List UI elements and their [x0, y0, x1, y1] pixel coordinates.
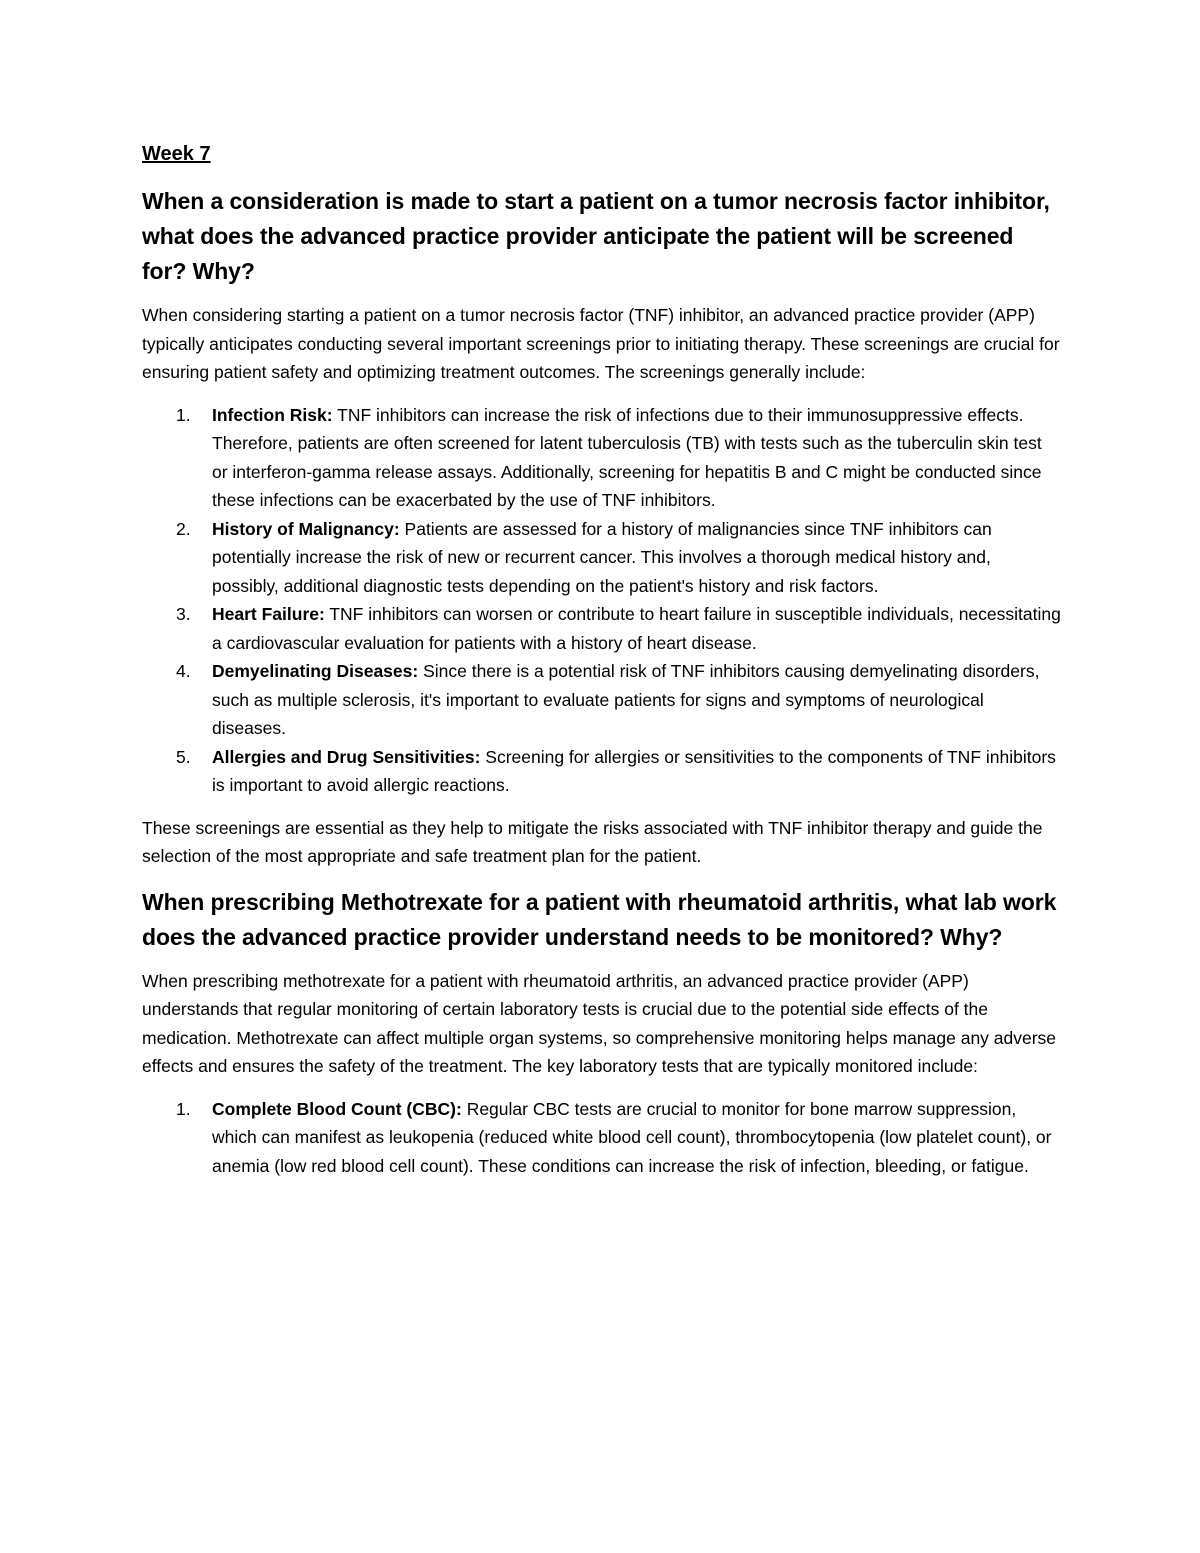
- section1-heading: When a consideration is made to start a patient on a tumor necrosis factor inhibitor, what does the advanced practice provider anticipate the patient will be screened for? Why?: [142, 188, 1050, 284]
- list-text: TNF inhibitors can increase the risk of infections due to their immunosuppressive effects. Therefore, patients are often screened for latent tuberculosis (TB) with tests such as the tuberculin skin test or interferon-gamma release assays. Additionally, screening for hepatitis B and C might be conducted since these infections can be exacerbated by the use of TNF inhibitors.: [212, 404, 1042, 510]
- list-item: [142, 600, 1062, 657]
- list-number: 1.: [176, 404, 191, 425]
- section1-conclusion: These screenings are essential as they help to mitigate the risks associated with TNF inhibitor therapy and guide the selection of the most appropriate and safe treatment plan for the patient.: [142, 817, 1043, 866]
- list-text: Patients are assessed for a history of malignancies since TNF inhibitors can potentially increase the risk of new or recurrent cancer. This involves a thorough medical history and, possibly, additional diagnostic tests depending on the patient's history and risk factors.: [212, 518, 992, 596]
- list-text: Regular CBC tests are crucial to monitor for bone marrow suppression, which can manifest as leukopenia (reduced white blood cell count), thrombocytopenia (low platelet count), or anemia (low red blood cell count). These conditions can increase the risk of infection, bleeding, or fatigue.: [212, 1098, 1052, 1176]
- list-item: [142, 743, 1062, 800]
- week-label: Week 7: [142, 143, 211, 165]
- list-text: Screening for allergies or sensitivities to the components of TNF inhibitors is important to avoid allergic reactions.: [212, 746, 1056, 795]
- list-term: Demyelinating Diseases:: [212, 661, 419, 681]
- section2-heading: When prescribing Methotrexate for a patient with rheumatoid arthritis, what lab work does the advanced practice provider understand needs to be monitored? Why?: [142, 888, 1057, 950]
- section1-intro: When considering starting a patient on a tumor necrosis factor (TNF) inhibitor, an advanced practice provider (APP) typically anticipates conducting several important screenings prior to initiating therapy. These screenings are crucial for ensuring patient safety and optimizing treatment outcomes. The screenings generally include:: [142, 305, 1060, 382]
- list-number: 5.: [176, 746, 191, 767]
- list-item: [142, 401, 1062, 515]
- list-number: 3.: [176, 604, 191, 624]
- document-page: [142, 140, 1062, 1194]
- list-number: 2.: [176, 518, 191, 539]
- list-number: 4.: [176, 661, 191, 681]
- list-number: 1.: [176, 1098, 191, 1119]
- list-text: TNF inhibitors can worsen or contribute to heart failure in susceptible individuals, necessitating a cardiovascular evaluation for patients with a history of heart disease.: [212, 604, 1061, 653]
- section1-list: [142, 401, 1062, 800]
- list-item: [142, 1095, 1062, 1181]
- list-term: History of Malignancy:: [212, 518, 400, 539]
- list-item: [142, 657, 1062, 743]
- list-term: Heart Failure:: [212, 604, 325, 624]
- list-term: Complete Blood Count (CBC):: [212, 1098, 462, 1119]
- list-item: [142, 515, 1062, 601]
- list-term: Allergies and Drug Sensitivities:: [212, 746, 481, 767]
- section2-intro: When prescribing methotrexate for a patient with rheumatoid arthritis, an advanced practice provider (APP) understands that regular monitoring of certain laboratory tests is crucial due to the potential side effects of the medication. Methotrexate can affect multiple organ systems, so comprehensive monitoring helps manage any adverse effects and ensures the safety of the treatment. The key laboratory tests that are typically monitored include:: [142, 970, 1057, 1076]
- section2-list: [142, 1095, 1062, 1181]
- list-term: Infection Risk:: [212, 404, 333, 425]
- list-text: Since there is a potential risk of TNF inhibitors causing demyelinating disorders, such as multiple sclerosis, it's important to evaluate patients for signs and symptoms of neurological diseases.: [212, 661, 1040, 738]
